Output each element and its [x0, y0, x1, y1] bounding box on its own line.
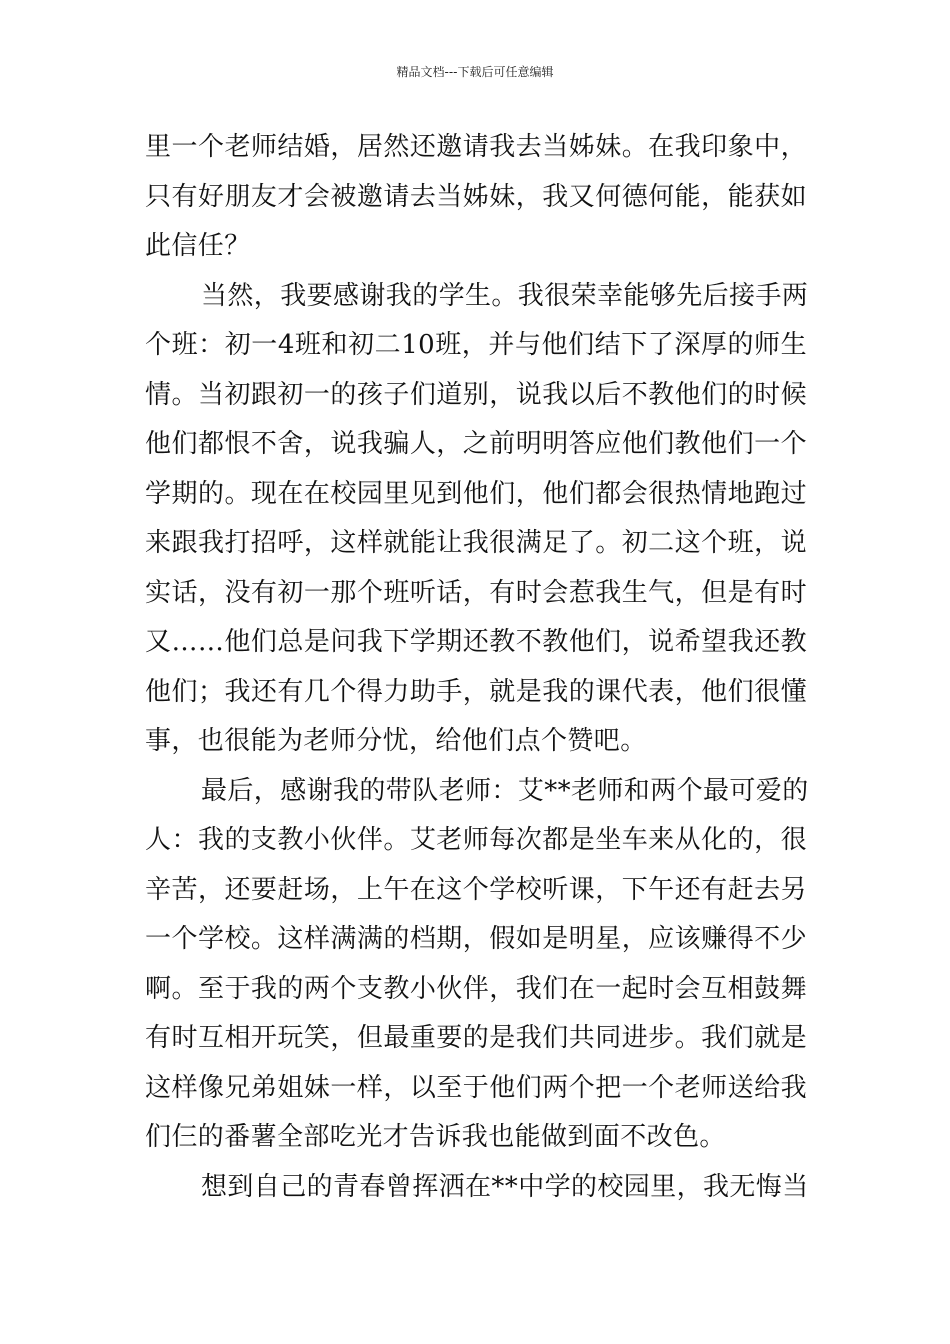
text-line: 他们都恨不舍，说我骗人，之前明明答应他们教他们一个	[145, 429, 807, 459]
text-line: 想到自己的青春曾挥洒在**中学的校园里，我无悔当	[201, 1171, 809, 1202]
text-line: 学期的。现在在校园里见到他们，他们都会很热情地跑过	[145, 478, 807, 509]
text-line: 啊。至于我的两个支教小伙伴，我们在一起时会互相鼓舞	[145, 973, 807, 1004]
paragraph	[145, 123, 807, 272]
text-line: 辛苦，还要赶场，上午在这个学校听课，下午还有赶去另	[145, 874, 807, 905]
text-line: 里一个老师结婚，居然还邀请我去当姊妹。在我印象中，	[145, 132, 807, 162]
paragraph	[145, 272, 807, 767]
text-line: 只有好朋友才会被邀请去当姊妹，我又何德何能，能获如	[145, 181, 807, 212]
text-line: 最后，感谢我的带队老师：艾**老师和两个最可爱的	[201, 775, 809, 806]
text-line: 他们；我还有几个得力助手，就是我的课代表，他们很懂	[145, 676, 807, 707]
text-line: 个班：初一4班和初二10班，并与他们结下了深厚的师生	[145, 330, 807, 360]
paragraph	[145, 1163, 807, 1213]
text-line: 来跟我打招呼，这样就能让我很满足了。初二这个班，说	[145, 528, 807, 558]
document-body	[145, 123, 807, 1212]
paragraph	[145, 767, 807, 1163]
text-line: 情。当初跟初一的孩子们道别，说我以后不教他们的时候	[145, 379, 807, 410]
text-line: 有时互相开玩笑，但最重要的是我们共同进步。我们就是	[145, 1023, 807, 1053]
text-line: 人：我的支教小伙伴。艾老师每次都是坐车来从化的，很	[145, 825, 807, 855]
text-line: 一个学校。这样满满的档期，假如是明星，应该赚得不少	[145, 924, 807, 954]
text-line: 们仨的番薯全部吃光才告诉我也能做到面不改色。	[145, 1122, 726, 1152]
text-line: 当然，我要感谢我的学生。我很荣幸能够先后接手两	[201, 280, 809, 311]
page-header: 精品文档---下载后可任意编辑	[396, 65, 554, 79]
text-line: 这样像兄弟姐妹一样，以至于他们两个把一个老师送给我	[145, 1072, 807, 1103]
text-line: 此信任？	[145, 231, 251, 261]
text-line: 又……他们总是问我下学期还教不教他们，说希望我还教	[145, 627, 807, 657]
text-line: 事，也很能为老师分忧，给他们点个赞吧。	[145, 726, 647, 756]
text-line: 实话，没有初一那个班听话，有时会惹我生气，但是有时	[145, 577, 807, 608]
